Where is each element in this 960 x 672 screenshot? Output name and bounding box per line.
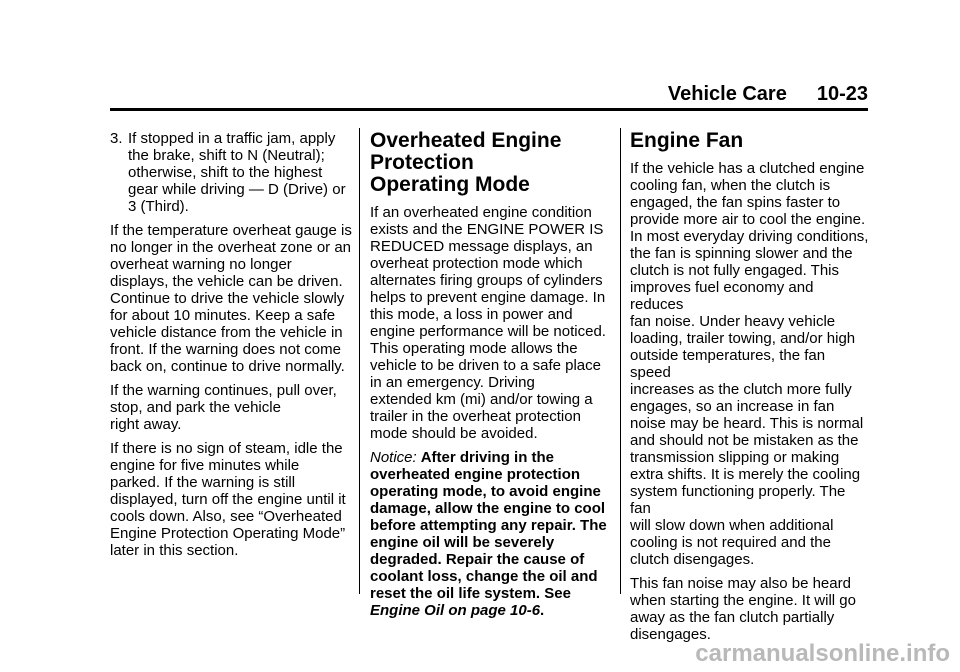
- engine-oil-reference-link[interactable]: Engine Oil on page 10‑6: [370, 602, 541, 619]
- column-1: [110, 130, 352, 566]
- paragraph-clutched-fan: If the vehicle has a clutched engine cooling fan, when the clutch is engaged, the fan spins faster to provide more air to cool the engine. In most everyday driving conditions, the fan is spinning slower and the clutch is not fully engaged. This improves fuel economy and reduces fan noise. Under heavy vehicle loading, trailer towing, and/or high outside temperatures, the fan speed increases as the clutch more fully engages, so an increase in fan noise may be heard. This is normal and should not be mistaken as the transmission slipping or making extra shifts. It is merely the cooling system functioning properly. The fan will slow down when additional cooling is not required and the clutch disengages.: [630, 160, 869, 568]
- step-3: [110, 130, 352, 215]
- paragraph-protection-mode: If an overheated engine condition exists and the ENGINE POWER IS REDUCED message displays, an overheat protection mode which alternates firing groups of cylinders helps to prevent engine damage. In this mode, a loss in power and engine performance will be noticed. This operating mode allows the vehicle to be driven to a safe place in an emergency. Driving extended km (mi) and/or towing a trailer in the overheat protection mode should be avoided.: [370, 204, 606, 442]
- step-text: If stopped in a traffic jam, apply the brake, shift to N (Neutral); otherwise, shift to the highest gear while driving — D (Drive) or 3 (Third).: [128, 130, 346, 215]
- paragraph-fan-noise-start: This fan noise may also be heard when starting the engine. It will go away as the fan clutch partially disengages.: [630, 575, 856, 643]
- paragraph-gauge: If the temperature overheat gauge is no longer in the overheat zone or an overheat warning no longer displays, the vehicle can be driven. Continue to drive the vehicle slowly for about 10 minutes. Keep a safe vehicle distance from the vehicle in front. If the warning does not come back on, continue to drive normally.: [110, 222, 352, 375]
- column-divider-2: [620, 128, 621, 594]
- heading-overheated-engine: Overheated Engine Protection Operating Mode: [370, 129, 562, 196]
- column-2: [370, 130, 608, 626]
- notice-label: Notice:: [370, 449, 417, 466]
- page-header: [110, 82, 868, 106]
- section-title: Vehicle Care: [667, 83, 787, 105]
- notice-block: [370, 449, 608, 619]
- heading-engine-fan: Engine Fan: [630, 129, 744, 152]
- column-3: [630, 130, 870, 650]
- page-number: 10-23: [816, 83, 868, 105]
- step-number: 3.: [110, 130, 123, 147]
- paragraph-no-steam: If there is no sign of steam, idle the engine for five minutes while parked. If the warning is still displayed, turn off the engine until it cools down. Also, see “Overheated Engine Protection Operating Mode” later in this section.: [110, 440, 346, 559]
- notice-first-line: After driving in the: [420, 449, 555, 466]
- paragraph-warning-continues: If the warning continues, pull over, stop, and park the vehicle right away.: [110, 382, 337, 433]
- column-divider-1: [359, 128, 360, 594]
- notice-end: .: [540, 602, 545, 619]
- header-rule: [110, 108, 868, 111]
- watermark: carmanualsonline.info: [695, 640, 950, 667]
- notice-text: overheated engine protection operating mode, to avoid engine damage, allow the engine to cool before attempting any repair. The engine oil will be severely degraded. Repair the cause of coolant loss, change the oil and reset the oil life system. See: [370, 466, 607, 602]
